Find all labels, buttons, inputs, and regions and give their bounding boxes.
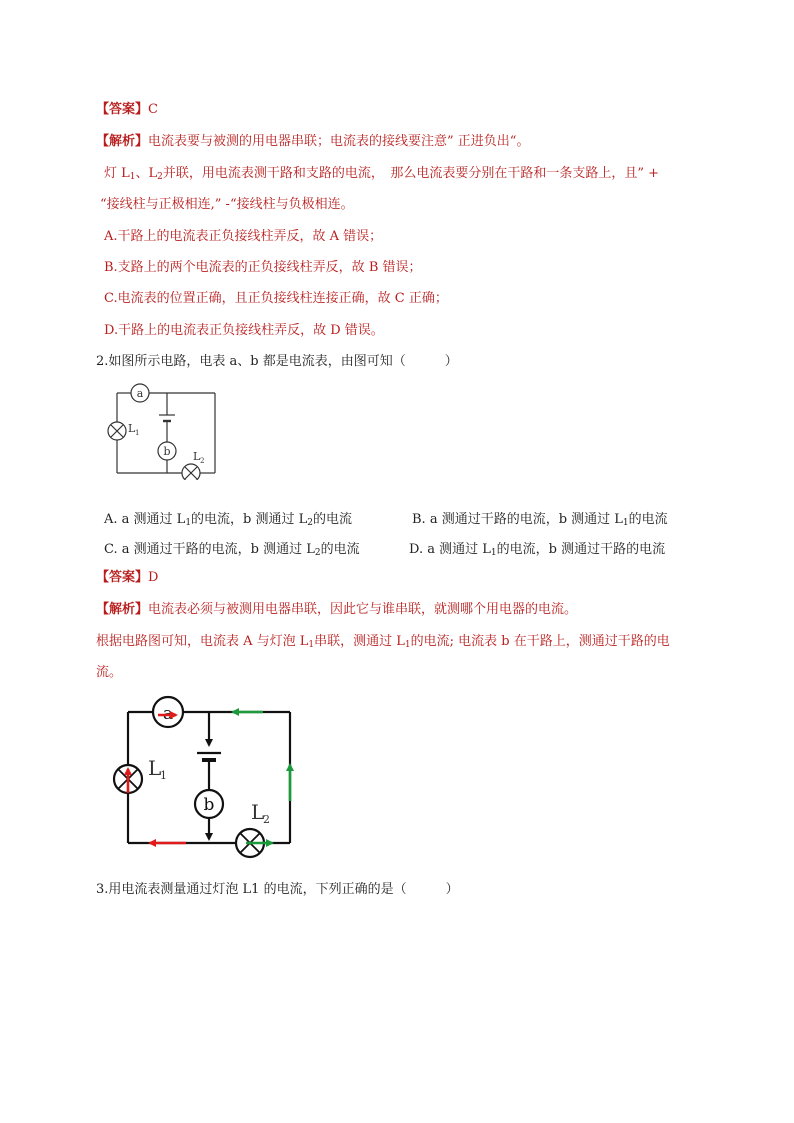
q1-paragraph-2: “接线柱与正极相连,” -“接线柱与负极相连。 [100, 197, 354, 212]
q2-choice-c-part2: 的电流 [320, 542, 360, 557]
q2-choice-d-part1: D. a 测通过 L [409, 542, 491, 557]
q1-option-a: A.干路上的电流表正负接线柱弄反，故 A 错误； [104, 229, 383, 244]
q2-answer-line [96, 569, 158, 587]
q3-question: 3.用电流表测量通过灯泡 L1 的电流，下列正确的是（ ） [96, 882, 459, 897]
q1-para1-b: 、L [135, 166, 158, 181]
lamp2-l1-sub: 1 [160, 769, 167, 782]
q1-analysis-tag: 【解析】 [96, 134, 149, 149]
lamp2-l1-label: L [148, 756, 162, 780]
lamp-l1-sub: 1 [135, 429, 140, 437]
lamp2-l2-label: L [251, 800, 265, 824]
q2-choice-a-part2: 的电流，b 测通过 L [191, 512, 308, 527]
q2-para-c: 的电流; 电流表 b 在干路上，测通过干路的电 [410, 634, 670, 649]
q2-answer-tag: 【答案】 [96, 570, 149, 585]
q2-choice-b-sub1: 1 [622, 518, 629, 528]
q2-question: 2.如图所示电路，电表 a、b 都是电流表，由图可知（ ） [96, 354, 458, 369]
meter2-b-label: b [203, 795, 215, 815]
q2-choice-c-sub1: 2 [314, 548, 321, 558]
q2-circuit-diagram [100, 380, 225, 480]
lamp-l1-label: L [128, 422, 136, 435]
q1-answer-line [96, 101, 158, 119]
meter-a-label: a [136, 387, 144, 400]
meter2-a-label: a [162, 704, 174, 724]
q2-para-sub2: 1 [404, 640, 411, 650]
q1-analysis-line [96, 133, 529, 151]
q1-option-c: C.电流表的位置正确，且正负接线柱连接正确，故 C 正确； [104, 291, 448, 306]
q2-choice-c-part1: C. a 测通过干路的电流，b 测通过 L [104, 542, 315, 557]
q2-choice-c [104, 538, 360, 558]
q1-para1-a: 灯 L [104, 166, 130, 181]
q1-para1-c: 并联，用电流表测干路和支路的电流， 那么电流表要分别在干路和一条支路上，且” + [162, 166, 660, 181]
q1-para1-sub1: 1 [129, 172, 136, 182]
q2-paragraph-2: 流。 [96, 665, 123, 680]
lamp-l2-label: L [193, 450, 201, 463]
q2-choice-a [104, 508, 352, 528]
q2-paragraph-1 [96, 633, 670, 654]
q2-answer-value: D [148, 570, 159, 585]
q2-choice-d [409, 538, 665, 558]
q2-choice-a-part3: 的电流 [313, 512, 353, 527]
q2-choice-b-part1: B. a 测通过干路的电流，b 测通过 L [412, 512, 623, 527]
q1-analysis-text: 电流表要与被测的用电器串联；电流表的接线要注意” 正进负出“。 [148, 134, 530, 149]
q2-current-flow-diagram [108, 695, 308, 865]
q2-choice-d-part2: 的电流，b 测通过干路的电流 [496, 542, 666, 557]
q2-analysis-tag: 【解析】 [96, 602, 149, 617]
q2-analysis-text: 电流表必须与被测用电器串联，因此它与谁串联，就测哪个用电器的电流。 [148, 602, 578, 617]
q2-para-a: 根据电路图可知，电流表 A 与灯泡 L [96, 634, 309, 649]
lamp-l2-circle [182, 464, 200, 480]
q2-choice-d-sub1: 1 [490, 548, 497, 558]
q1-paragraph-1 [104, 165, 659, 186]
q1-para1-sub2: 2 [157, 172, 163, 182]
q1-answer-value: C [148, 102, 158, 117]
q1-option-d: D.干路上的电流表正负接线柱弄反，故 D 错误。 [104, 323, 384, 338]
q2-choice-b [412, 508, 668, 528]
q2-choice-a-sub1: 1 [185, 518, 192, 528]
q2-para-sub1: 1 [308, 640, 315, 650]
q1-option-b: B.支路上的两个电流表的正负接线柱弄反，故 B 错误； [104, 260, 422, 275]
q1-answer-tag: 【答案】 [96, 102, 149, 117]
lamp2-l2-sub: 2 [263, 813, 270, 826]
q2-para-b: 串联，测通过 L [314, 634, 405, 649]
meter-b-label: b [163, 445, 171, 458]
q2-choice-a-sub2: 2 [307, 518, 314, 528]
lamp-l2-sub: 2 [200, 457, 205, 465]
q2-choice-b-part2: 的电流 [628, 512, 668, 527]
q2-choice-a-part1: A. a 测通过 L [104, 512, 186, 527]
q2-analysis-line [96, 601, 577, 619]
